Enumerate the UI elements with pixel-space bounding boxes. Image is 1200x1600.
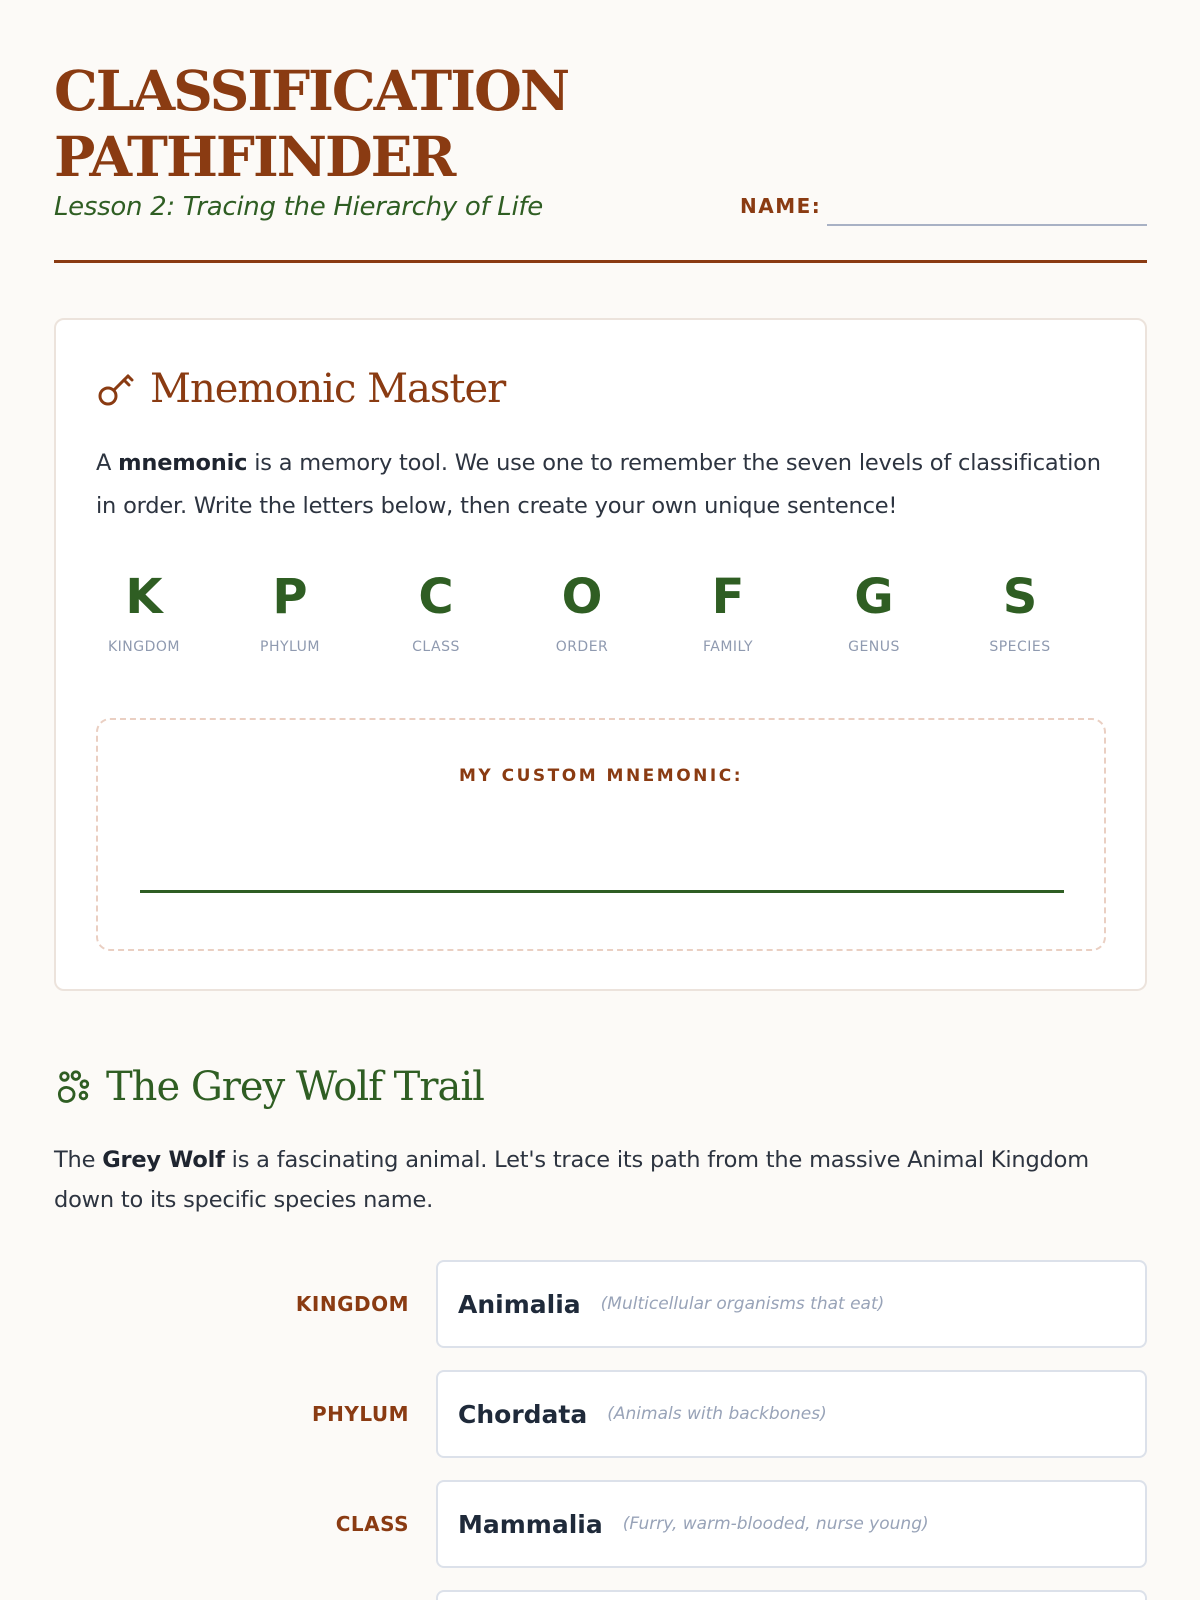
letter-rank-name: PHYLUM: [260, 639, 320, 655]
rank-note: (Multicellular organisms that eat): [600, 1294, 885, 1314]
letter-glyph: P: [272, 569, 308, 625]
title-line-2: PATHFINDER: [54, 124, 455, 189]
wolf-desc-a: The: [54, 1147, 103, 1173]
wolf-heading: [54, 1060, 484, 1114]
mnemonic-description: [96, 442, 1106, 528]
letter-rank-name: CLASS: [412, 639, 460, 655]
wolf-desc-b: is a fascinating animal. Let's trace its path from the massive Animal Kingdom down to its specific species name.: [54, 1147, 1089, 1213]
rank-row-next-partial: [54, 1590, 1147, 1600]
rank-row-kingdom: [54, 1260, 1147, 1348]
header-divider: [54, 260, 1147, 263]
letter-glyph: S: [1002, 569, 1038, 625]
paw-icon: [54, 1068, 92, 1106]
rank-row-class: [54, 1480, 1147, 1568]
wolf-title: The Grey Wolf Trail: [106, 1064, 484, 1110]
desc-text-a: A: [96, 450, 119, 476]
lesson-subtitle: Lesson 2: Tracing the Hierarchy of Life: [54, 192, 543, 222]
letter-glyph: C: [418, 569, 454, 625]
desc-text-b: is a memory tool. We use one to remember the seven levels of classification in order. Write the letters below, then create your own unique sentence!: [96, 450, 1101, 519]
rank-note: (Furry, warm-blooded, nurse young): [622, 1514, 929, 1534]
mnemonic-heading: [96, 364, 505, 414]
worksheet-page: [54, 0, 1147, 1539]
custom-mnemonic-write-line[interactable]: [140, 890, 1064, 893]
letter-species: [947, 565, 1093, 655]
wolf-description: [54, 1140, 1147, 1220]
letter-family: [655, 565, 801, 655]
letter-glyph: F: [711, 569, 745, 625]
letter-phylum: [217, 565, 363, 655]
letter-rank-name: KINGDOM: [107, 639, 180, 655]
letter-glyph: K: [125, 569, 163, 625]
letter-rank-name: SPECIES: [989, 639, 1051, 655]
worksheet-header: [54, 0, 1147, 264]
wolf-desc-bold: Grey Wolf: [102, 1147, 225, 1173]
rank-taxon-name: Animalia: [458, 1289, 581, 1319]
letter-glyph: O: [561, 569, 603, 625]
rank-label: KINGDOM: [295, 1292, 409, 1316]
custom-mnemonic-label: MY CUSTOM MNEMONIC:: [458, 766, 743, 786]
title-line-1: CLASSIFICATION: [54, 58, 569, 123]
rank-answer-box-partial[interactable]: [436, 1590, 1147, 1600]
kpcofgs-letters: [71, 565, 1131, 675]
mnemonic-title: Mnemonic Master: [150, 366, 506, 412]
mnemonic-card: [54, 318, 1147, 991]
rank-label: PHYLUM: [311, 1402, 409, 1426]
rank-note: (Animals with backbones): [607, 1404, 827, 1424]
letter-glyph: G: [854, 569, 894, 625]
letter-rank-name: ORDER: [555, 639, 609, 655]
letter-order: [509, 565, 655, 655]
rank-taxon-name: Mammalia: [458, 1509, 603, 1539]
page-title: [54, 58, 694, 190]
name-label: NAME:: [740, 194, 822, 218]
rank-taxon-name: Chordata: [458, 1399, 588, 1429]
letter-class: [363, 565, 509, 655]
letter-genus: [801, 565, 947, 655]
letter-rank-name: GENUS: [848, 639, 900, 655]
custom-mnemonic-box: [96, 718, 1106, 951]
rank-answer-box[interactable]: [436, 1480, 1147, 1568]
name-write-line[interactable]: [827, 224, 1147, 226]
rank-row-phylum: [54, 1370, 1147, 1458]
rank-answer-box[interactable]: [436, 1370, 1147, 1458]
rank-label: CLASS: [335, 1512, 409, 1536]
desc-bold-term: mnemonic: [118, 450, 248, 476]
letter-kingdom: [71, 565, 217, 655]
letter-rank-name: FAMILY: [702, 639, 754, 655]
key-icon: [96, 369, 136, 409]
rank-answer-box[interactable]: [436, 1260, 1147, 1348]
